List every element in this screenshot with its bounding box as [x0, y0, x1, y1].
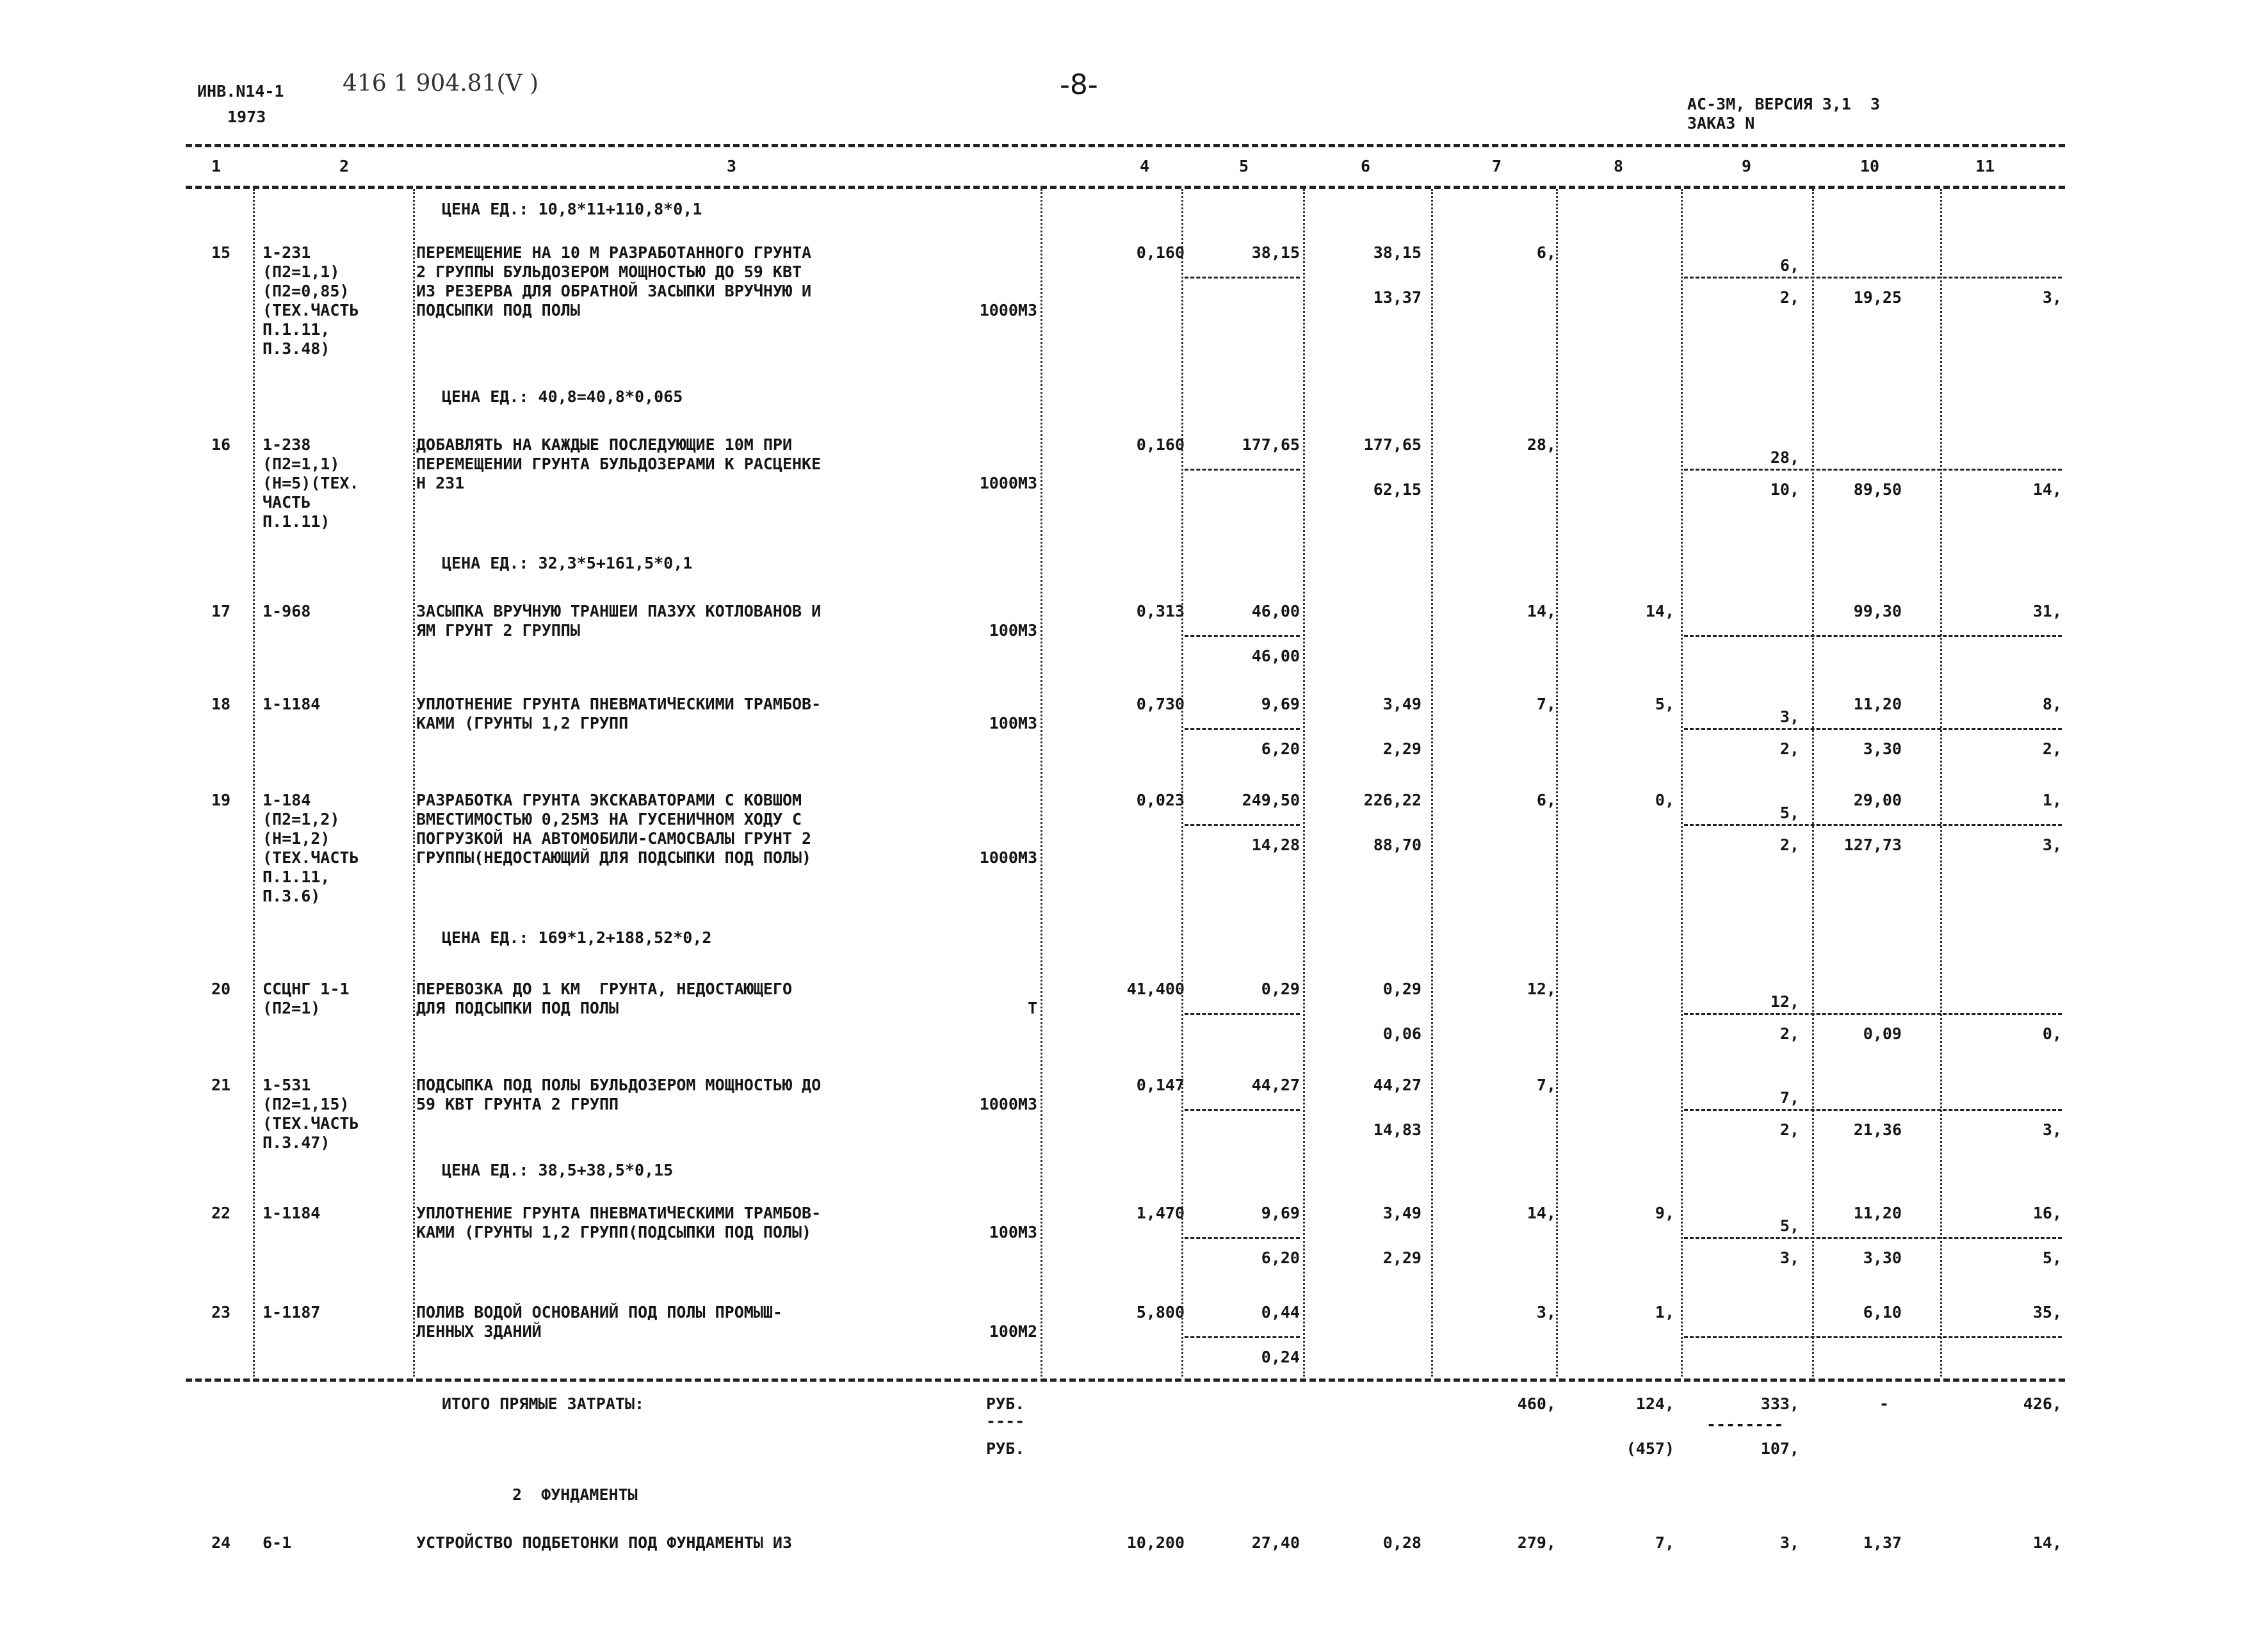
row-unit: 100М3: [989, 714, 1037, 732]
row-col6: 44,27: [1373, 1076, 1422, 1094]
col-header-2: 2: [339, 157, 350, 175]
row-col6-alt: 88,70: [1373, 836, 1422, 854]
row-code: 1-968: [263, 602, 311, 620]
price-note: ЦЕНА ЕД.: 40,8=40,8*0,065: [442, 387, 683, 406]
row-col10: 11,20: [1853, 1204, 1902, 1222]
row-col6: 177,65: [1363, 435, 1422, 454]
row-number: 18: [211, 695, 231, 713]
row-col6-alt: 13,37: [1373, 288, 1422, 307]
row-col6-alt: 14,83: [1373, 1120, 1422, 1139]
row-col10: 89,50: [1853, 480, 1902, 499]
col-header-11: 11: [1975, 157, 1995, 175]
row-number: 16: [211, 435, 231, 454]
row-col5: 249,50: [1242, 791, 1300, 809]
row-unit: 1000М3: [979, 301, 1037, 319]
row-code: 1-184: [263, 791, 311, 809]
row-col11: 14,: [2032, 480, 2062, 499]
row-description-line: 2 ГРУППЫ БУЛЬДОЗЕРОМ МОЩНОСТЬЮ ДО 59 КВТ: [416, 263, 802, 281]
col-header-9: 9: [1742, 157, 1752, 175]
row-col7: 14,: [1527, 1204, 1556, 1222]
row-col5-alt: 46,00: [1251, 647, 1300, 665]
row-quantity: 0,730: [1136, 695, 1185, 713]
totals-col9-alt: 107,: [1760, 1439, 1799, 1458]
row-description-line: ПЕРЕВОЗКА ДО 1 КМ ГРУНТА, НЕДОСТАЮЩЕГО: [416, 980, 792, 998]
price-note: ЦЕНА ЕД.: 10,8*11+110,8*0,1: [442, 200, 702, 218]
totals-col11: 426,: [2023, 1394, 2062, 1413]
column-rule: [1181, 189, 1183, 1377]
row-description-line: ПЕРЕМЕЩЕНИИ ГРУНТА БУЛЬДОЗЕРАМИ К РАСЦЕНКЕ: [416, 455, 822, 473]
row-col11-alt: 2,: [2042, 740, 2062, 758]
row-description-line: ПОГРУЗКОЙ НА АВТОМОБИЛИ-САМОСВАЛЫ ГРУНТ 2: [416, 829, 812, 848]
cell-separator: [1684, 1336, 2062, 1338]
row-code: (ТЕХ.ЧАСТЬ: [263, 848, 359, 867]
header-bottom-rule: [186, 186, 2065, 189]
cell-separator: [1185, 469, 1300, 471]
column-rule: [253, 189, 255, 1377]
row-description-line: ДЛЯ ПОДСЫПКИ ПОД ПОЛЫ: [416, 999, 619, 1017]
totals-col10: -: [1879, 1394, 1889, 1413]
row-number: 20: [211, 980, 231, 998]
row-col8: 5,: [1655, 695, 1674, 713]
row-code: П.1.11): [263, 512, 330, 531]
row-code: П.3.48): [263, 339, 330, 358]
row-code: П.3.6): [263, 887, 321, 905]
row-col9: 12,: [1770, 992, 1799, 1011]
row-col5: 9,69: [1261, 695, 1300, 713]
row-code: (П2=1): [263, 999, 321, 1017]
row-col9-alt: 10,: [1770, 480, 1799, 499]
col-header-4: 4: [1140, 157, 1150, 175]
cell-separator: [1684, 728, 2062, 730]
col-header-1: 1: [211, 157, 222, 175]
row-description-line: ЛЕННЫХ ЗДАНИЙ: [416, 1322, 542, 1341]
row-col5: 0,44: [1261, 1303, 1300, 1322]
row-description-line: ЯМ ГРУНТ 2 ГРУППЫ: [416, 621, 580, 640]
totals-unit-1: РУБ.: [986, 1394, 1025, 1413]
cell-separator: [1684, 277, 2062, 279]
row-col5-alt: 0,24: [1261, 1348, 1300, 1366]
row-description-line: КАМИ (ГРУНТЫ 1,2 ГРУПП(ПОДСЫПКИ ПОД ПОЛЫ): [416, 1223, 812, 1241]
row-col5-alt: 6,20: [1261, 740, 1300, 758]
row-col7: 3,: [1536, 1303, 1556, 1322]
row-description-line: КАМИ (ГРУНТЫ 1,2 ГРУПП: [416, 714, 629, 732]
row-col11-alt: 5,: [2042, 1249, 2062, 1267]
cell-separator: [1185, 1109, 1300, 1111]
row-code: ЧАСТЬ: [263, 493, 311, 512]
row-col7: 6,: [1536, 243, 1556, 262]
row-quantity: 0,147: [1136, 1076, 1185, 1094]
row-24-col7: 279,: [1517, 1533, 1556, 1552]
row-col9-alt: 2,: [1779, 740, 1799, 758]
row-code: 1-1184: [263, 695, 321, 713]
row-quantity: 0,313: [1136, 602, 1185, 620]
document-year: 1973: [227, 108, 266, 126]
row-col9-alt: 2,: [1779, 288, 1799, 307]
row-col11: 0,: [2042, 1024, 2062, 1043]
row-col6: 3,49: [1382, 1204, 1422, 1222]
row-quantity: 0,023: [1136, 791, 1185, 809]
totals-unit-2: РУБ.: [986, 1439, 1025, 1458]
row-code: 1-531: [263, 1076, 311, 1094]
row-number: 23: [211, 1303, 231, 1322]
column-rule: [1681, 189, 1683, 1377]
row-col5-alt: 6,20: [1261, 1249, 1300, 1267]
row-col9: 7,: [1779, 1088, 1799, 1107]
row-col10: 99,30: [1853, 602, 1902, 620]
row-col11: 3,: [2042, 1120, 2062, 1139]
col-header-3: 3: [727, 157, 737, 175]
row-24-col8: 7,: [1655, 1533, 1674, 1552]
row-description-line: ПОЛИВ ВОДОЙ ОСНОВАНИЙ ПОД ПОЛЫ ПРОМЫШ-: [416, 1303, 782, 1322]
row-24-description: УСТРОЙСТВО ПОДБЕТОНКИ ПОД ФУНДАМЕНТЫ ИЗ: [416, 1533, 792, 1552]
row-col5: 0,29: [1261, 980, 1300, 998]
row-col6: 3,49: [1382, 695, 1422, 713]
column-rule: [1556, 189, 1558, 1377]
header-top-rule: [186, 144, 2065, 147]
column-rule: [1041, 189, 1042, 1377]
row-col11-alt: 3,: [2042, 836, 2062, 854]
row-col8: 1,: [1655, 1303, 1674, 1322]
row-number: 21: [211, 1076, 231, 1094]
cell-separator: [1684, 635, 2062, 637]
row-code: П.3.47): [263, 1133, 330, 1152]
row-description-line: Н 231: [416, 474, 465, 492]
cell-separator: [1185, 824, 1300, 826]
page-number: -8-: [1060, 69, 1098, 101]
row-col6-alt: 0,06: [1382, 1024, 1422, 1043]
row-unit: 1000М3: [979, 1095, 1037, 1113]
row-quantity: 0,160: [1136, 243, 1185, 262]
row-col10-alt: 3,30: [1863, 740, 1902, 758]
totals-rule: [186, 1378, 2065, 1382]
row-col9: 28,: [1770, 448, 1799, 467]
row-col9-alt: 3,: [1779, 1249, 1799, 1267]
row-col11: 1,: [2042, 791, 2062, 809]
row-col9: 3,: [1779, 707, 1799, 726]
row-col9-alt: 2,: [1779, 1024, 1799, 1043]
row-description-line: УПЛОТНЕНИЕ ГРУНТА ПНЕВМАТИЧЕСКИМИ ТРАМБОВ-: [416, 695, 822, 713]
column-rule: [413, 189, 415, 1377]
row-code: (ТЕХ.ЧАСТЬ: [263, 301, 359, 319]
col-header-6: 6: [1361, 157, 1371, 175]
cell-separator: [1185, 277, 1300, 279]
row-code: 1-1184: [263, 1204, 321, 1222]
program-version: АС-3М, ВЕРСИЯ 3,1 3: [1687, 95, 1881, 113]
row-quantity: 5,800: [1136, 1303, 1185, 1322]
row-col5: 9,69: [1261, 1204, 1300, 1222]
row-code: ССЦНГ 1-1: [263, 980, 350, 998]
cell-separator: [1684, 469, 2062, 471]
totals-col8: 124,: [1635, 1394, 1674, 1413]
row-col9-alt: 2,: [1779, 836, 1799, 854]
row-col11: 31,: [2032, 602, 2062, 620]
row-unit: Т: [1027, 999, 1037, 1017]
price-note: ЦЕНА ЕД.: 32,3*5+161,5*0,1: [442, 554, 693, 572]
row-24-col6: 0,28: [1382, 1533, 1422, 1552]
row-col7: 28,: [1527, 435, 1556, 454]
row-col10-alt: 127,73: [1843, 836, 1902, 854]
row-col7: 12,: [1527, 980, 1556, 998]
row-col5-alt: 14,28: [1251, 836, 1300, 854]
row-col10: 29,00: [1853, 791, 1902, 809]
row-code: (ТЕХ.ЧАСТЬ: [263, 1114, 359, 1133]
row-unit: 1000М3: [979, 474, 1037, 492]
row-quantity: 41,400: [1126, 980, 1185, 998]
row-24-col11: 14,: [2032, 1533, 2062, 1552]
row-col10: 19,25: [1853, 288, 1902, 307]
totals-unit-underline: ----: [986, 1412, 1025, 1430]
totals-col9-underline: --------: [1706, 1415, 1784, 1434]
cell-separator: [1185, 635, 1300, 637]
row-code: (П2=0,85): [263, 282, 350, 300]
totals-label: ИТОГО ПРЯМЫЕ ЗАТРАТЫ:: [442, 1394, 645, 1413]
row-col9: 5,: [1779, 1217, 1799, 1235]
row-col6-alt: 2,29: [1382, 740, 1422, 758]
row-24-number: 24: [211, 1533, 231, 1552]
section-title: 2 ФУНДАМЕНТЫ: [512, 1485, 638, 1504]
row-description-line: УПЛОТНЕНИЕ ГРУНТА ПНЕВМАТИЧЕСКИМИ ТРАМБОВ-: [416, 1204, 822, 1222]
row-code: (П2=1,1): [263, 263, 340, 281]
row-col6: 226,22: [1363, 791, 1422, 809]
row-col5: 44,27: [1251, 1076, 1300, 1094]
row-col9: 6,: [1779, 256, 1799, 275]
row-description-line: ПЕРЕМЕЩЕНИЕ НА 10 М РАЗРАБОТАННОГО ГРУНТА: [416, 243, 812, 262]
row-number: 19: [211, 791, 231, 809]
row-col6-alt: 62,15: [1373, 480, 1422, 499]
col-header-7: 7: [1492, 157, 1502, 175]
row-col5: 38,15: [1251, 243, 1300, 262]
row-description-line: ЗАСЫПКА ВРУЧНУЮ ТРАНШЕИ ПАЗУХ КОТЛОВАНОВ И: [416, 602, 822, 620]
price-note: ЦЕНА ЕД.: 169*1,2+188,52*0,2: [442, 928, 712, 947]
cell-separator: [1185, 1336, 1300, 1338]
totals-col9: 333,: [1760, 1394, 1799, 1413]
row-col5: 177,65: [1242, 435, 1300, 454]
row-col8: 14,: [1645, 602, 1674, 620]
inventory-code: ИНВ.N14-1: [197, 82, 284, 101]
row-description-line: РАЗРАБОТКА ГРУНТА ЭКСКАВАТОРАМИ С КОВШОМ: [416, 791, 802, 809]
cell-separator: [1185, 728, 1300, 730]
row-24-col10: 1,37: [1863, 1533, 1902, 1552]
row-code: (П2=1,15): [263, 1095, 350, 1113]
totals-col7: 460,: [1517, 1394, 1556, 1413]
row-description-line: ГРУППЫ(НЕДОСТАЮЩИЙ ДЛЯ ПОДСЫПКИ ПОД ПОЛЫ): [416, 848, 812, 867]
row-code: 1-231: [263, 243, 311, 262]
row-code: П.1.11,: [263, 868, 330, 886]
row-col7: 7,: [1536, 695, 1556, 713]
column-rule: [1431, 189, 1433, 1377]
row-col10: 21,36: [1853, 1120, 1902, 1139]
row-quantity: 1,470: [1136, 1204, 1185, 1222]
order-number: ЗАКАЗ N: [1687, 114, 1755, 133]
cell-separator: [1684, 1237, 2062, 1239]
row-col5: 46,00: [1251, 602, 1300, 620]
row-col10: 6,10: [1863, 1303, 1902, 1322]
row-col11: 16,: [2032, 1204, 2062, 1222]
row-unit: 100М3: [989, 621, 1037, 640]
row-col9: 5,: [1779, 804, 1799, 822]
col-header-10: 10: [1860, 157, 1880, 175]
row-code: (Н=5)(ТЕХ.: [263, 474, 359, 492]
row-description-line: ДОБАВЛЯТЬ НА КАЖДЫЕ ПОСЛЕДУЮЩИЕ 10М ПРИ: [416, 435, 792, 454]
row-col7: 7,: [1536, 1076, 1556, 1094]
row-col10: 11,20: [1853, 695, 1902, 713]
row-code: (П2=1,1): [263, 455, 340, 473]
column-rule: [1812, 189, 1814, 1377]
row-col8: 9,: [1655, 1204, 1674, 1222]
row-24-quantity: 10,200: [1126, 1533, 1185, 1552]
row-number: 22: [211, 1204, 231, 1222]
row-unit: 100М3: [989, 1223, 1037, 1241]
row-col6: 0,29: [1382, 980, 1422, 998]
row-col11: 3,: [2042, 288, 2062, 307]
row-24-col9: 3,: [1779, 1533, 1799, 1552]
row-col6: 38,15: [1373, 243, 1422, 262]
row-col11: 8,: [2042, 695, 2062, 713]
row-24-col5: 27,40: [1251, 1533, 1300, 1552]
row-unit: 100М2: [989, 1322, 1037, 1341]
row-number: 17: [211, 602, 231, 620]
cell-separator: [1185, 1013, 1300, 1015]
row-unit: 1000М3: [979, 848, 1037, 867]
row-24-code: 6-1: [263, 1533, 292, 1552]
row-col7: 6,: [1536, 791, 1556, 809]
row-col11: 35,: [2032, 1303, 2062, 1322]
row-col6-alt: 2,29: [1382, 1249, 1422, 1267]
row-description-line: 59 КВТ ГРУНТА 2 ГРУПП: [416, 1095, 619, 1113]
cell-separator: [1185, 1237, 1300, 1239]
col-header-5: 5: [1239, 157, 1249, 175]
row-quantity: 0,160: [1136, 435, 1185, 454]
row-number: 15: [211, 243, 231, 262]
row-code: 1-238: [263, 435, 311, 454]
row-code: (П2=1,2): [263, 810, 340, 829]
row-col10: 0,09: [1863, 1024, 1902, 1043]
cell-separator: [1684, 1013, 2062, 1015]
column-rule: [1940, 189, 1942, 1377]
row-description-line: ВМЕСТИМОСТЬЮ 0,25М3 НА ГУСЕНИЧНОМ ХОДУ С: [416, 810, 802, 829]
column-rule: [1303, 189, 1305, 1377]
totals-col8-alt: (457): [1626, 1439, 1674, 1458]
row-col10-alt: 3,30: [1863, 1249, 1902, 1267]
row-code: (Н=1,2): [263, 829, 330, 848]
row-description-line: ИЗ РЕЗЕРВА ДЛЯ ОБРАТНОЙ ЗАСЫПКИ ВРУЧНУЮ И: [416, 282, 812, 300]
handwritten-annotation: 416 1 904.81(V ): [343, 70, 539, 97]
row-code: 1-1187: [263, 1303, 321, 1322]
cell-separator: [1684, 824, 2062, 826]
row-description-line: ПОДСЫПКИ ПОД ПОЛЫ: [416, 301, 580, 319]
row-col9-alt: 2,: [1779, 1120, 1799, 1139]
price-note: ЦЕНА ЕД.: 38,5+38,5*0,15: [442, 1161, 674, 1179]
row-col8: 0,: [1655, 791, 1674, 809]
row-description-line: ПОДСЫПКА ПОД ПОЛЫ БУЛЬДОЗЕРОМ МОЩНОСТЬЮ ДО: [416, 1076, 822, 1094]
col-header-8: 8: [1614, 157, 1624, 175]
row-code: П.1.11,: [263, 320, 330, 339]
row-col7: 14,: [1527, 602, 1556, 620]
cell-separator: [1684, 1109, 2062, 1111]
